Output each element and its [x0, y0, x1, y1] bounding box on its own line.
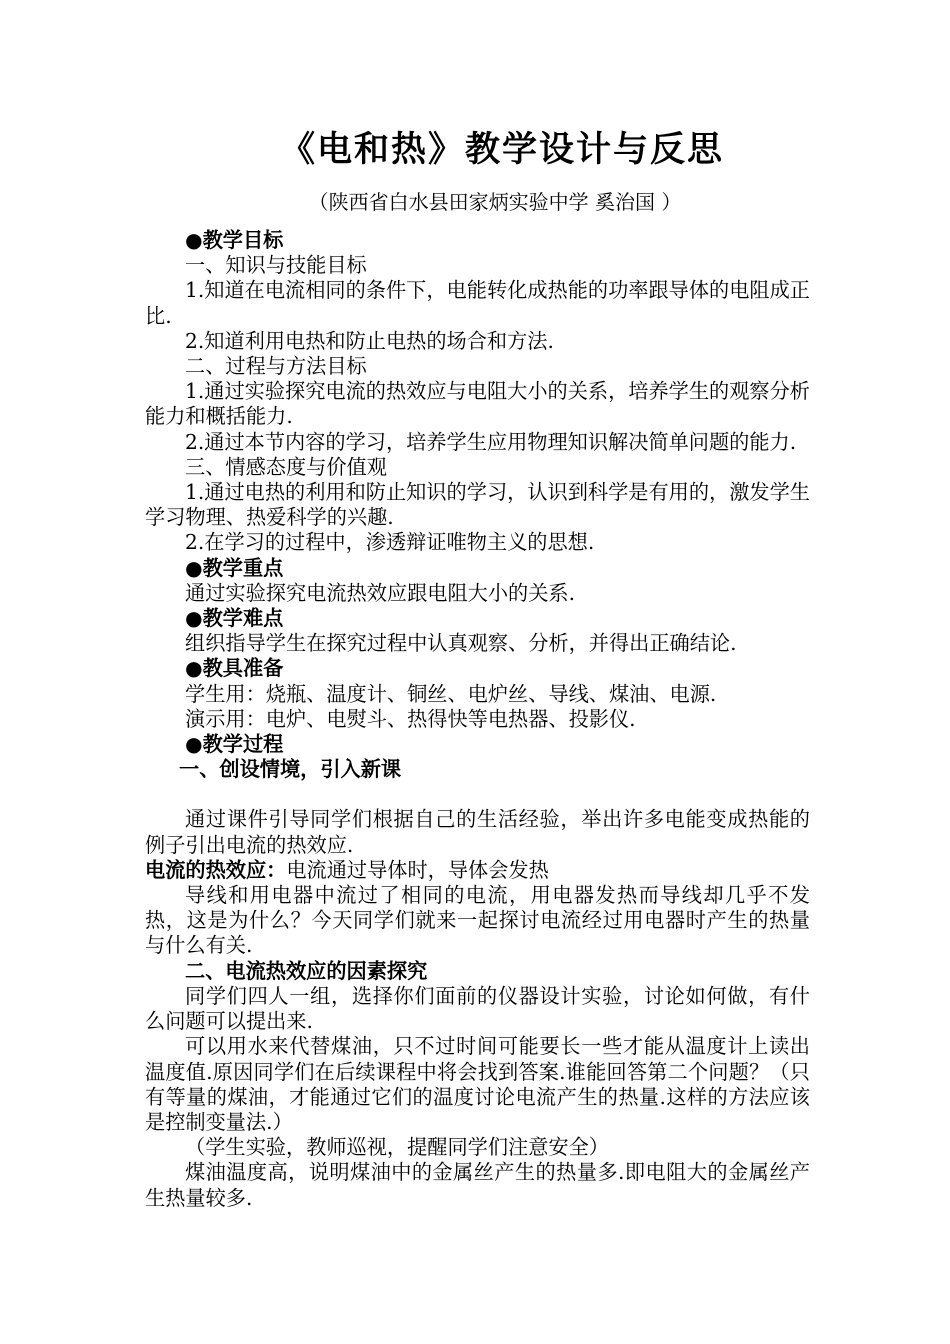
spacer — [145, 782, 810, 807]
paragraph: 2.在学习的过程中，渗透辩证唯物主义的思想. — [185, 530, 595, 555]
paragraph: 可以用水来代替煤油，只不过时间可能要长一些才能从温度计上读出温度值.原因同学们在后续课程中将会找到答案.谁能回答第二个问题？（只有等量的煤油，才能通过它们的温度讨论电流产生的热量.这样的方法应该是控制变量法.） — [145, 1034, 810, 1134]
paragraph: 通过课件引导同学们根据自己的生活经验，举出许多电能变成热能的例子引出电流的热效应. — [145, 807, 810, 857]
paragraph: 煤油温度高，说明煤油中的金属丝产生的热量多.即电阻大的金属丝产生热量较多. — [145, 1160, 810, 1210]
step-heading-2: 二、电流热效应的因素探究 — [185, 958, 428, 983]
paragraph: 1.通过电热的利用和防止知识的学习，认识到科学是有用的，激发学生学习物理、热爱科学的兴趣. — [145, 480, 810, 530]
author-line: （陕西省白水县田家炳实验中学 奚治国 ） — [308, 190, 682, 214]
paragraph: 2.通过本节内容的学习，培养学生应用物理知识解决简单问题的能力. — [185, 429, 797, 454]
section-heading-tools: ●教具准备 — [185, 656, 284, 681]
paragraph-note: （学生实验，教师巡视，提醒同学们注意安全） — [185, 1135, 609, 1160]
paragraph-student-tools: 学生用：烧瓶、温度计、铜丝、电炉丝、导线、煤油、电源. — [185, 681, 717, 706]
page-title: 《电和热》教学设计与反思 — [279, 130, 724, 170]
section-heading-difficulty: ●教学难点 — [185, 606, 284, 631]
paragraph-demo-tools: 演示用：电炉、电熨斗、热得快等电热器、投影仪. — [185, 706, 636, 731]
section-heading-goals: ●教学目标 — [185, 228, 284, 252]
subheading-knowledge: 一、知识与技能目标 — [185, 253, 367, 278]
definition-line — [145, 858, 810, 883]
subheading-process: 二、过程与方法目标 — [185, 354, 367, 379]
paragraph: 导线和用电器中流过了相同的电流，用电器发热而导线却几乎不发热，这是为什么？今天同学们就来一起探讨电流经过用电器时产生的热量与什么有关. — [145, 883, 810, 958]
section-heading-key: ●教学重点 — [185, 555, 284, 580]
paragraph: 2.知道利用电热和防止电热的场合和方法. — [185, 328, 554, 353]
paragraph: 通过实验探究电流热效应跟电阻大小的关系. — [185, 580, 575, 605]
subheading-attitude: 三、情感态度与价值观 — [185, 454, 387, 479]
document-body — [145, 228, 810, 1211]
section-heading-process: ●教学过程 — [185, 732, 284, 757]
paragraph: 组织指导学生在探究过程中认真观察、分析，并得出正确结论. — [185, 631, 737, 656]
definition-text: 电流通过导体时，导体会发热 — [286, 857, 549, 882]
definition-term: 电流的热效应： — [145, 857, 287, 882]
paragraph: 同学们四人一组，选择你们面前的仪器设计实验，讨论如何做，有什么问题可以提出来. — [145, 983, 810, 1034]
paragraph: 1.通过实验探究电流的热效应与电阻大小的关系，培养学生的观察分析能力和概括能力. — [145, 379, 810, 429]
paragraph: 1.知道在电流相同的条件下，电能转化成热能的功率跟导体的电阻成正比. — [145, 278, 810, 328]
step-heading-1: 一、创设情境，引入新课 — [179, 757, 402, 782]
